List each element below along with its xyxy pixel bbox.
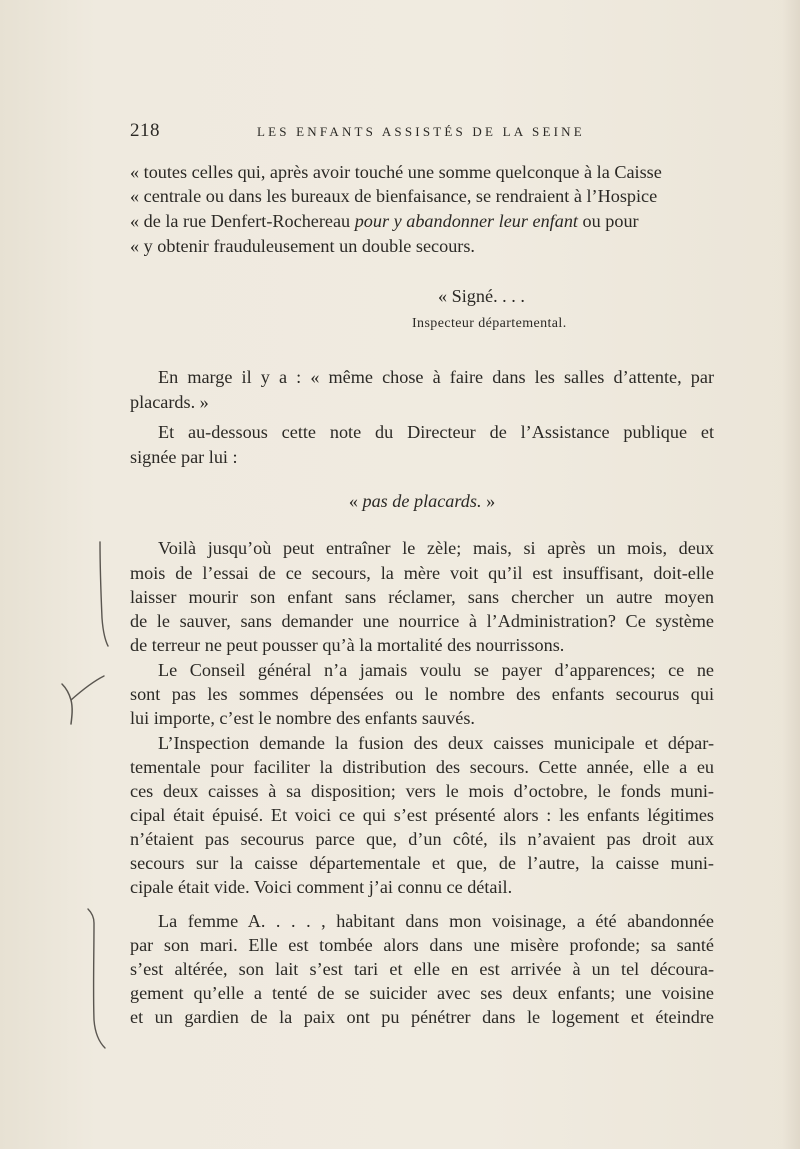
p3-close: » [481,491,496,511]
page-edge-shadow [782,0,800,1149]
p4-line-1: Voilà jusqu’où peut entraîner le zèle; mais, si après un mois, deux [158,538,714,558]
quote-line-3-italic: pour y abandonner leur enfant [354,211,578,231]
p4-line-5: de terreur ne peut pousser qu’à la mortalité des nourrissons. [130,635,565,655]
p3-italic: pas de placards. [362,491,482,511]
p6-line-2: tementale pour faciliter la distribution des secours. Cette année, elle a eu [130,757,714,777]
signature-signed: « Signé. . . . [438,286,525,306]
p7-line-3: s’est altérée, son lait s’est tari et elle en est arrivée à un tel découra- [130,959,714,979]
quote-line-3 [130,209,639,233]
running-head: LES ENFANTS ASSISTÉS DE LA SEINE [257,124,585,139]
p4-line-2: mois de l’essai de ce secours, la mère voit qu’il est insuffisant, doit-elle [130,563,714,583]
p6-line-7: cipale était vide. Voici comment j’ai connu ce détail. [130,877,513,897]
p6-line-5: n’étaient pas secourus parce que, d’un côté, ils n’avaient pas droit aux [130,829,714,849]
p1-line-1: En marge il y a : « même chose à faire dans les salles d’attente, par [158,367,714,387]
p6-line-1: L’Inspection demande la fusion des deux caisses municipale et dépar- [158,733,714,753]
p4-line-3: laisser mourir son enfant sans réclamer, sans chercher un autre moyen [130,587,714,607]
p1-line-2: placards. » [130,392,209,412]
p7-line-4: gement qu’elle a tenté de se suicider avec ses deux enfants; une voisine [130,983,714,1003]
p4-line-4: de le sauver, sans demander une nourrice à l’Administration? Ce système [130,611,714,631]
quote-line-4: « y obtenir frauduleusement un double secours. [130,236,475,256]
p3-open: « [348,491,363,511]
quote-line-2: « centrale ou dans les bureaux de bienfaisance, se rendraient à l’Hospice [130,186,658,206]
p5-line-1: Le Conseil général n’a jamais voulu se payer d’apparences; ce ne [158,660,714,680]
p5-line-3: lui importe, c’est le nombre des enfants sauvés. [130,708,475,728]
quote-line-1: « toutes celles qui, après avoir touché une somme quelconque à la Caisse [130,162,662,182]
p7-line-1: La femme A. . . . , habitant dans mon voisinage, a été abandonnée [158,911,714,931]
p6-line-6: secours sur la caisse départementale et que, de l’autre, la caisse muni- [130,853,714,873]
signature-title: Inspecteur départemental. [412,316,567,331]
p2-line-1: Et au-dessous cette note du Directeur de l’Assistance publique et [158,422,714,442]
page-number: 218 [130,120,160,141]
p7-line-5: et un gardien de la paix ont pu pénétrer dans le logement et éteindre [130,1007,714,1027]
quote-line-3-end: ou pour [577,211,639,231]
p7-line-2: par son mari. Elle est tombée alors dans une misère profonde; sa santé [130,935,714,955]
margin-line-mark-upper [80,540,120,650]
p6-line-4: cipal était épuisé. Et voici ce qui s’est présenté alors : les enfants légitimes [130,805,714,825]
margin-checkmark [58,668,112,728]
margin-line-mark-lower [80,905,120,1055]
page-header [130,120,715,146]
p3-centered [130,489,714,513]
p2-line-2: signée par lui : [130,447,238,467]
p6-line-3: ces deux caisses à sa disposition; vers le mois d’octobre, le fonds muni- [130,781,714,801]
quote-line-3-start: « de la rue Denfert-Rochereau [130,211,355,231]
p5-line-2: sont pas les sommes dépensées ou le nombre des enfants secourus qui [130,684,714,704]
